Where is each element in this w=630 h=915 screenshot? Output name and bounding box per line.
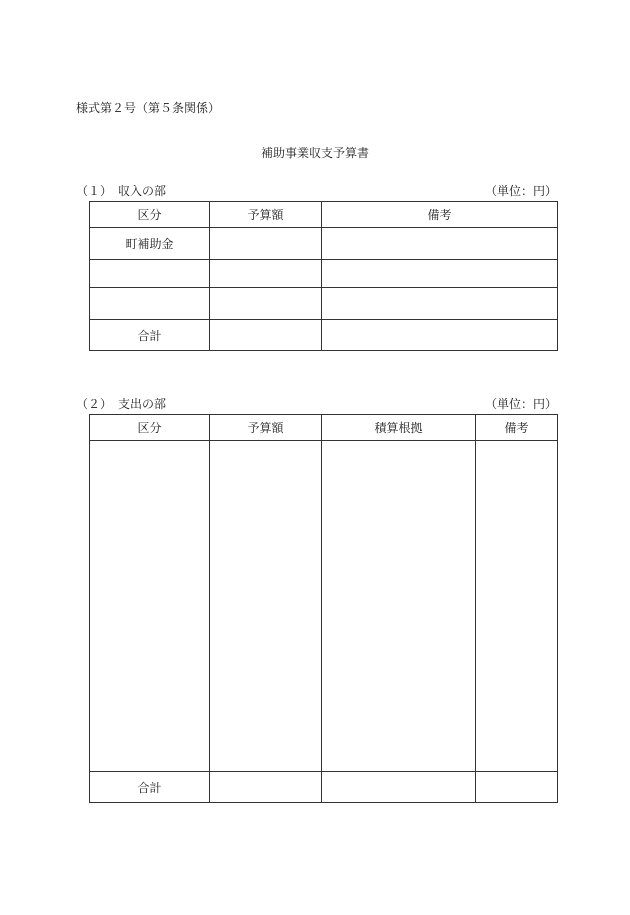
expenditure-unit: （単位：円） — [484, 397, 557, 411]
income-table — [89, 201, 558, 351]
expenditure-header-remarks: 備考 — [476, 415, 558, 441]
income-row — [90, 288, 558, 320]
expenditure-body-row — [90, 441, 558, 772]
expenditure-header-amount: 予算額 — [210, 415, 322, 441]
expenditure-total-remarks-cell[interactable] — [476, 772, 558, 803]
expenditure-category-cell[interactable] — [90, 441, 210, 772]
income-remarks-cell[interactable] — [322, 260, 558, 288]
income-total-row — [90, 320, 558, 351]
form-number: 様式第２号（第５条関係） — [76, 101, 221, 115]
expenditure-basis-cell[interactable] — [322, 441, 476, 772]
income-amount-cell[interactable] — [210, 288, 322, 320]
income-row — [90, 260, 558, 288]
income-header-row — [90, 202, 558, 228]
expenditure-total-amount-cell[interactable] — [210, 772, 322, 803]
income-header-category: 区分 — [90, 202, 210, 228]
income-total-remarks-cell[interactable] — [322, 320, 558, 351]
income-remarks-cell[interactable] — [322, 228, 558, 260]
expenditure-total-label: 合計 — [90, 772, 210, 803]
expenditure-heading: （２） 支出の部 — [76, 397, 167, 411]
expenditure-header-category: 区分 — [90, 415, 210, 441]
expenditure-table — [89, 414, 558, 803]
expenditure-total-basis-cell[interactable] — [322, 772, 476, 803]
expenditure-header-basis: 積算根拠 — [322, 415, 476, 441]
document-title: 補助事業収支予算書 — [260, 146, 369, 160]
income-amount-cell[interactable] — [210, 228, 322, 260]
income-unit: （単位：円） — [484, 184, 557, 198]
income-category-cell[interactable] — [90, 260, 210, 288]
expenditure-amount-cell[interactable] — [210, 441, 322, 772]
income-remarks-cell[interactable] — [322, 288, 558, 320]
income-header-remarks: 備考 — [322, 202, 558, 228]
expenditure-remarks-cell[interactable] — [476, 441, 558, 772]
income-heading: （１） 収入の部 — [76, 184, 167, 198]
income-total-amount-cell[interactable] — [210, 320, 322, 351]
income-header-amount: 予算額 — [210, 202, 322, 228]
income-category-cell: 町補助金 — [90, 228, 210, 260]
income-total-label: 合計 — [90, 320, 210, 351]
income-amount-cell[interactable] — [210, 260, 322, 288]
expenditure-total-row — [90, 772, 558, 803]
income-category-cell[interactable] — [90, 288, 210, 320]
income-row — [90, 228, 558, 260]
expenditure-header-row — [90, 415, 558, 441]
